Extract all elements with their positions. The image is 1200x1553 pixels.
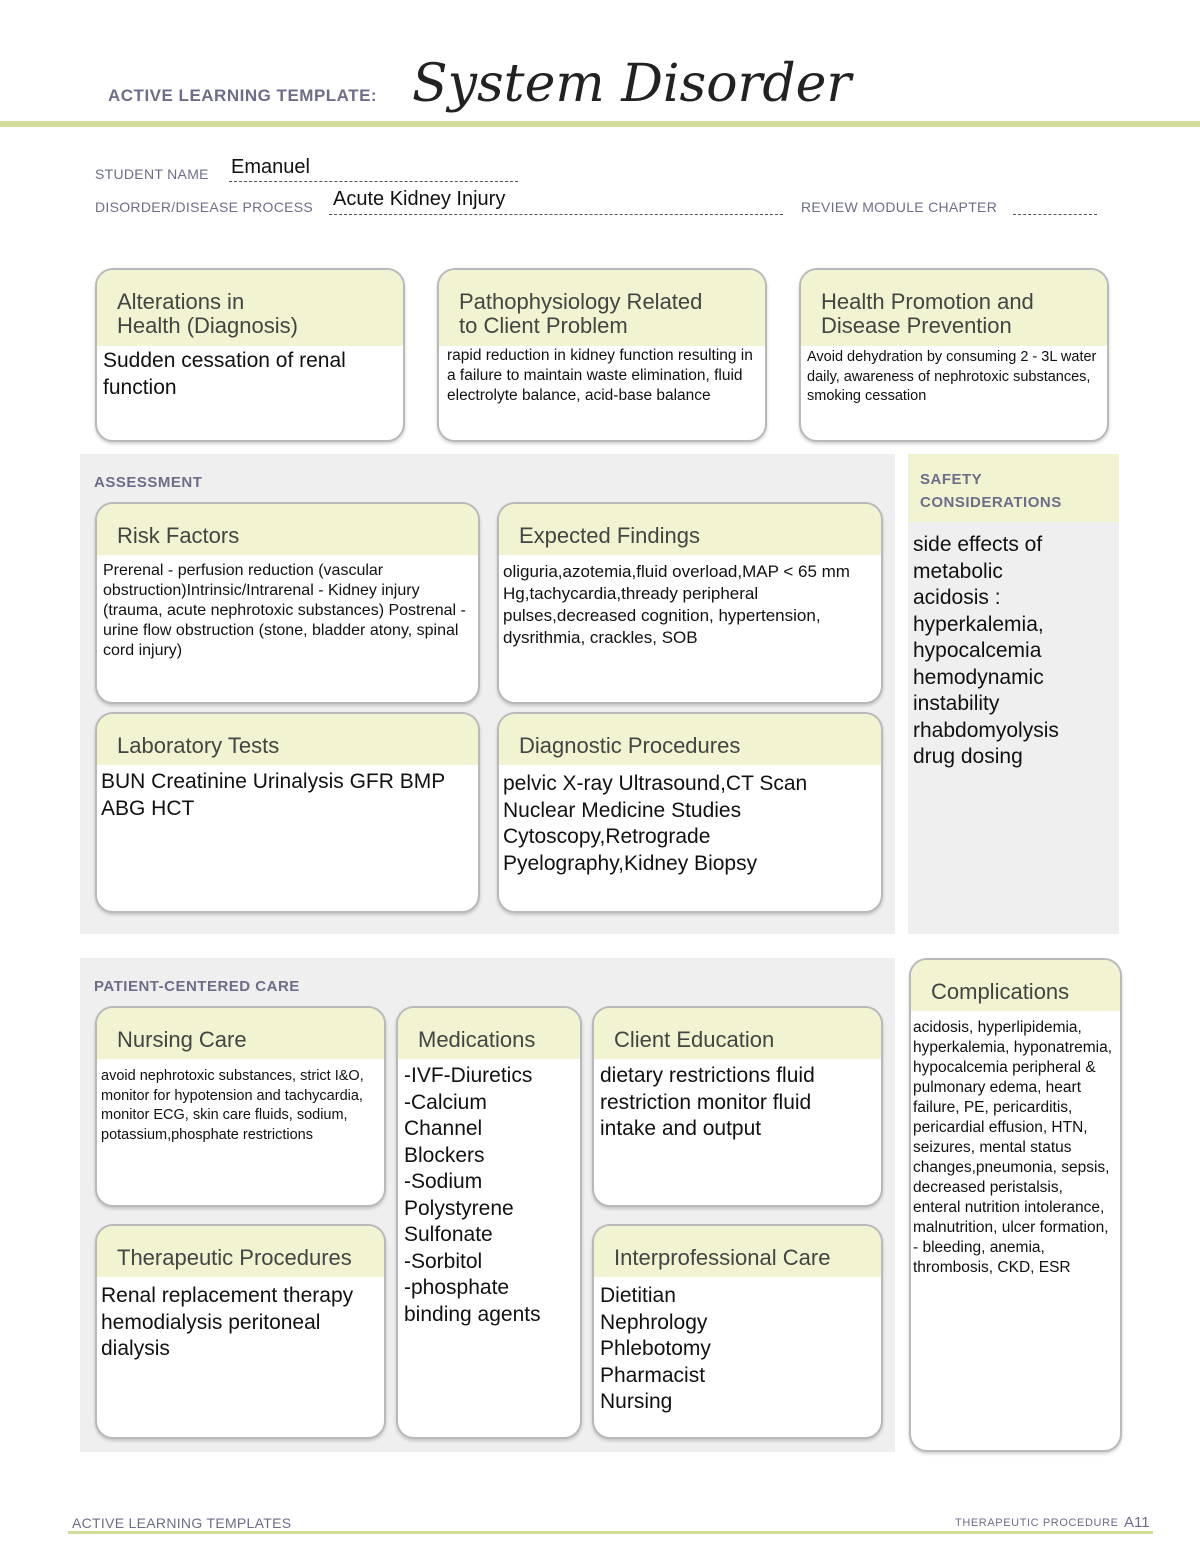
footer-left-label: ACTIVE LEARNING TEMPLATES: [72, 1515, 292, 1531]
interprofessional-care-card: [592, 1224, 883, 1439]
medication-line: Blockers: [404, 1143, 485, 1167]
therapeutic-procedures-card: [95, 1224, 386, 1439]
alterations-body[interactable]: Sudden cessation of renal function: [103, 349, 346, 399]
health-promotion-title-line1: Health Promotion and: [821, 289, 1034, 314]
safety-line: hypocalcemia: [913, 639, 1042, 662]
interprofessional-line: Nursing: [600, 1390, 673, 1413]
safety-line: instability: [913, 692, 1000, 715]
alterations-card: [95, 268, 405, 442]
safety-line: side effects of: [913, 533, 1043, 556]
medication-line: Polystyrene: [404, 1196, 514, 1220]
template-label: ACTIVE LEARNING TEMPLATE:: [108, 86, 378, 105]
safety-body[interactable]: [913, 532, 1113, 771]
interprofessional-line: Phlebotomy: [600, 1337, 711, 1360]
header-divider: [0, 121, 1200, 127]
medication-line: -Sodium: [404, 1170, 483, 1193]
client-education-body[interactable]: dietary restrictions fluid restriction monitor fluid intake and output: [600, 1064, 815, 1140]
health-promotion-body[interactable]: Avoid dehydration by consuming 2 - 3L water daily, awareness of nephrotoxic substances, smoking cessation: [807, 349, 1097, 404]
safety-line: acidosis :: [913, 586, 1001, 609]
medication-line: Channel: [404, 1117, 483, 1140]
medication-line: -IVF-Diuretics: [404, 1064, 533, 1087]
laboratory-tests-header: Laboratory Tests: [97, 714, 478, 765]
risk-factors-body[interactable]: Prerenal - perfusion reduction (vascular obstruction)Intrinsic/Intrarenal - Kidney injury (trauma, acute nephrotoxic substances) Postrenal - urine flow obstruction (stone, bladder atony, spinal cord injury): [103, 562, 466, 659]
chapter-label: REVIEW MODULE CHAPTER: [801, 199, 998, 215]
medication-line: binding agents: [404, 1302, 541, 1326]
expected-findings-header: Expected Findings: [499, 504, 881, 555]
interprofessional-care-header: Interprofessional Care: [594, 1226, 881, 1277]
alterations-header: [97, 270, 403, 346]
disorder-field[interactable]: Acute Kidney Injury: [333, 188, 506, 210]
disorder-underline: [329, 214, 783, 215]
risk-factors-card: [95, 502, 480, 704]
page-title: System Disorder: [412, 54, 852, 114]
pathophysiology-card: [437, 268, 767, 442]
alterations-title-line1: Alterations in: [117, 289, 245, 314]
patient-care-label: PATIENT-CENTERED CARE: [94, 978, 300, 995]
student-name-field[interactable]: Emanuel: [231, 156, 310, 178]
medications-header: Medications: [398, 1008, 580, 1059]
student-name-label: STUDENT NAME: [95, 166, 209, 182]
assessment-label: ASSESSMENT: [94, 474, 203, 491]
nursing-care-body[interactable]: avoid nephrotoxic substances, strict I&O, monitor for hypotension and tachycardia, monitor ECG, skin care fluids, sodium, potassium,phosphate restrictions: [101, 1068, 364, 1143]
expected-findings-body[interactable]: oliguria,azotemia,fluid overload,MAP < 65 mm Hg,tachycardia,thready peripheral pulses,decreased cognition, hypertension, dysrithmia, crackles, SOB: [503, 562, 850, 647]
safety-title-line2: CONSIDERATIONS: [920, 494, 1062, 511]
disorder-label: DISORDER/DISEASE PROCESS: [95, 199, 314, 215]
client-education-card: [592, 1006, 883, 1207]
pathophysiology-title-line2: to Client Problem: [459, 313, 628, 338]
health-promotion-card: [799, 268, 1109, 442]
safety-title-line1: SAFETY: [920, 471, 983, 488]
interprofessional-line: Dietitian: [600, 1284, 676, 1307]
diagnostic-procedures-card: [497, 712, 883, 913]
nursing-care-header: Nursing Care: [97, 1008, 384, 1059]
safety-header: [908, 454, 1119, 522]
therapeutic-procedures-header: Therapeutic Procedures: [97, 1226, 384, 1277]
alterations-title-line2: Health (Diagnosis): [117, 313, 298, 338]
interprofessional-care-body[interactable]: [594, 1277, 881, 1416]
student-name-underline: [229, 181, 518, 182]
medications-body[interactable]: [398, 1059, 580, 1328]
health-promotion-header: [801, 270, 1107, 346]
complications-card: [909, 958, 1122, 1452]
safety-line: drug dosing: [913, 745, 1023, 768]
pathophysiology-body[interactable]: rapid reduction in kidney function resulting in a failure to maintain waste elimination, fluid electrolyte balance, acid-base balance: [447, 347, 753, 404]
medication-line: Sulfonate: [404, 1223, 493, 1246]
medication-line: -phosphate: [404, 1276, 510, 1299]
medications-card: [396, 1006, 582, 1439]
safety-line: hyperkalemia,: [913, 612, 1044, 636]
laboratory-tests-body[interactable]: BUN Creatinine Urinalysis GFR BMP ABG HCT: [101, 770, 445, 820]
health-promotion-title-line2: Disease Prevention: [821, 313, 1012, 338]
complications-body[interactable]: acidosis, hyperlipidemia, hyperkalemia, hyponatremia, hypocalcemia peripheral & pulmonary edema, heart failure, PE, pericarditis, pericardial effusion, HTN, seizures, mental status changes,pneumonia, sepsis, decreased peristalsis, enteral nutrition intolerance, malnutrition, ulcer formation, - bleeding, anemia, thrombosis, CKD, ESR: [913, 1019, 1113, 1276]
pathophysiology-title-line1: Pathophysiology Related: [459, 289, 703, 314]
client-education-header: Client Education: [594, 1008, 881, 1059]
nursing-care-card: [95, 1006, 386, 1207]
safety-line: metabolic: [913, 559, 1003, 583]
interprofessional-line: Pharmacist: [600, 1363, 706, 1387]
footer-right-label: THERAPEUTIC PROCEDURE: [955, 1517, 1119, 1529]
complications-header: Complications: [911, 960, 1120, 1011]
diagnostic-procedures-body[interactable]: pelvic X-ray Ultrasound,CT Scan Nuclear Medicine Studies Cytoscopy,Retrograde Pyelography,Kidney Biopsy: [503, 772, 808, 875]
medication-line: -Calcium: [404, 1090, 487, 1114]
pathophysiology-header: [439, 270, 765, 346]
chapter-underline: [1013, 214, 1097, 215]
interprofessional-line: Nephrology: [600, 1310, 708, 1334]
medication-line: -Sorbitol: [404, 1249, 483, 1273]
safety-line: rhabdomyolysis: [913, 718, 1059, 742]
diagnostic-procedures-header: Diagnostic Procedures: [499, 714, 881, 765]
laboratory-tests-card: [95, 712, 480, 913]
therapeutic-procedures-body[interactable]: Renal replacement therapy hemodialysis peritoneal dialysis: [101, 1284, 354, 1360]
expected-findings-card: [497, 502, 883, 704]
safety-line: hemodynamic: [913, 665, 1044, 689]
footer-divider: [68, 1531, 1153, 1534]
page-number: A11: [1124, 1514, 1150, 1531]
risk-factors-header: Risk Factors: [97, 504, 478, 555]
